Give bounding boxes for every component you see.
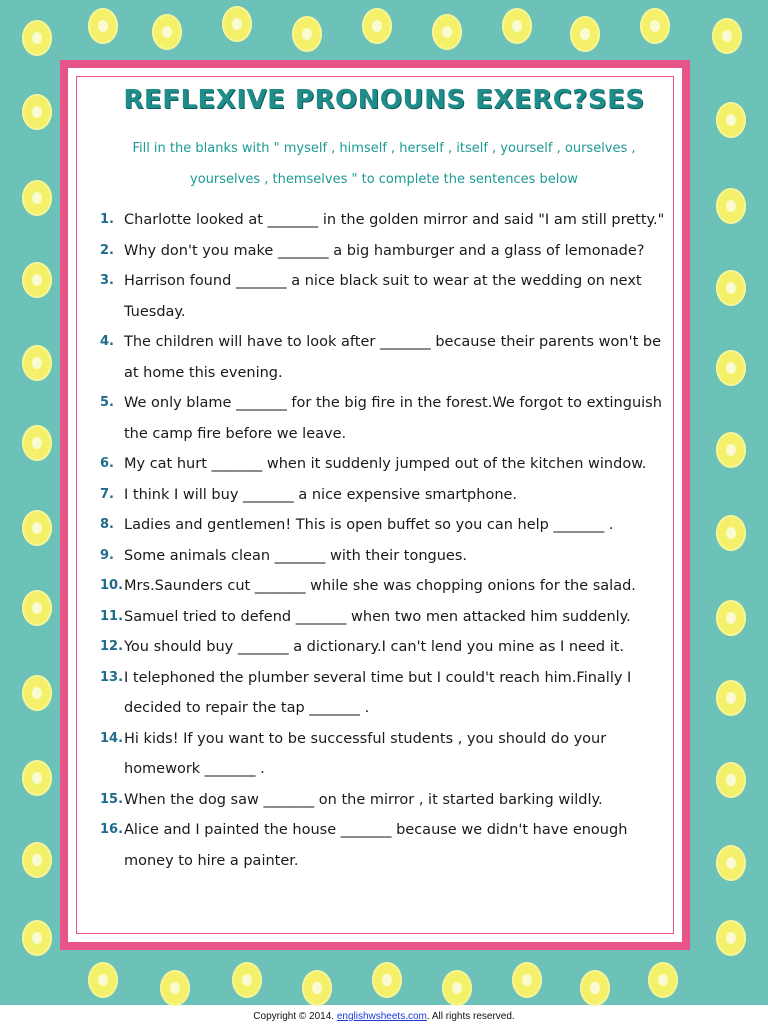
polka-dot xyxy=(88,962,118,998)
exercise-item xyxy=(100,724,670,785)
exercise-text: Harrison found _______ a nice black suit to wear at the wedding on next Tuesday. xyxy=(124,273,642,320)
polka-dot xyxy=(570,16,600,52)
polka-dot xyxy=(502,8,532,44)
exercise-number: 5. xyxy=(100,395,114,410)
polka-dot xyxy=(716,350,746,386)
polka-dot xyxy=(22,262,52,298)
exercise-number: 14. xyxy=(100,730,124,746)
exercise-item xyxy=(100,388,670,449)
polka-dot xyxy=(22,675,52,711)
exercise-text: My cat hurt _______ when it suddenly jumped out of the kitchen window. xyxy=(124,456,647,472)
exercise-text: We only blame _______ for the big fire in the forest.We forgot to extinguish the camp fire before we leave. xyxy=(124,395,662,442)
exercise-item xyxy=(100,449,670,480)
exercise-item xyxy=(100,205,670,236)
exercise-number: 6. xyxy=(100,456,114,471)
exercise-number: 12. xyxy=(100,639,124,654)
polka-dot xyxy=(648,962,678,998)
polka-dot xyxy=(372,962,402,998)
exercise-text: Some animals clean _______ with their tongues. xyxy=(124,547,467,564)
exercise-item xyxy=(100,480,670,511)
exercise-item xyxy=(100,571,670,602)
exercise-text: Mrs.Saunders cut _______ while she was chopping onions for the salad. xyxy=(124,578,636,594)
polka-dot xyxy=(22,760,52,796)
exercise-text: Hi kids! If you want to be successful students , you should do your homework _______ . xyxy=(124,730,607,777)
polka-dot xyxy=(716,600,746,636)
polka-dot xyxy=(512,962,542,998)
polka-dot xyxy=(716,920,746,956)
polka-dot xyxy=(222,6,252,42)
polka-dot xyxy=(716,270,746,306)
exercise-number: 3. xyxy=(100,273,114,288)
exercise-number: 13. xyxy=(100,669,124,685)
polka-dot xyxy=(716,432,746,468)
polka-dot xyxy=(22,842,52,878)
exercise-item xyxy=(100,663,670,724)
polka-dot xyxy=(292,16,322,52)
exercise-number: 4. xyxy=(100,334,114,349)
polka-dot xyxy=(88,8,118,44)
polka-dot xyxy=(716,845,746,881)
polka-dot xyxy=(580,970,610,1006)
polka-dot xyxy=(152,14,182,50)
exercise-number: 10. xyxy=(100,578,124,593)
exercise-item xyxy=(100,266,670,327)
exercise-text: Charlotte looked at _______ in the golden mirror and said "I am still pretty." xyxy=(124,212,665,228)
polka-dot xyxy=(432,14,462,50)
exercise-item xyxy=(100,815,670,876)
exercise-number: 9. xyxy=(100,547,114,563)
polka-dot xyxy=(22,425,52,461)
polka-dot xyxy=(640,8,670,44)
exercise-item xyxy=(100,510,670,541)
exercise-item xyxy=(100,602,670,633)
exercise-item xyxy=(100,632,670,663)
copyright-prefix: Copyright © 2014. xyxy=(253,1011,337,1022)
polka-dot xyxy=(716,680,746,716)
exercise-list xyxy=(100,205,670,876)
exercise-text: When the dog saw _______ on the mirror , it started barking wildly. xyxy=(124,791,603,808)
polka-dot xyxy=(302,970,332,1006)
polka-dot xyxy=(716,762,746,798)
polka-dot xyxy=(22,345,52,381)
instructions-line-2: yourselves , themselves " to complete the sentences below xyxy=(190,172,578,187)
page-title: REFLEXIVE PRONOUNS EXERC?SES xyxy=(123,85,645,115)
exercise-number: 1. xyxy=(100,212,114,227)
exercise-text: I think I will buy _______ a nice expensive smartphone. xyxy=(124,486,518,503)
copyright-link[interactable]: englishwsheets.com xyxy=(336,1011,427,1022)
exercise-item xyxy=(100,236,670,267)
exercise-number: 2. xyxy=(100,242,114,258)
exercise-text: Samuel tried to defend _______ when two men attacked him suddenly. xyxy=(124,608,631,625)
exercise-text: I telephoned the plumber several time but I could't reach him.Finally I decided to repair the tap _______ . xyxy=(124,669,632,716)
copyright-suffix: . All rights reserved. xyxy=(426,1011,515,1022)
exercise-text: You should buy _______ a dictionary.I can't lend you mine as I need it. xyxy=(124,639,625,655)
exercise-item xyxy=(100,785,670,816)
polka-dot xyxy=(712,18,742,54)
exercise-number: 16. xyxy=(100,822,124,837)
polka-dot xyxy=(716,515,746,551)
polka-dot xyxy=(442,970,472,1006)
polka-dot xyxy=(716,188,746,224)
polka-dot xyxy=(362,8,392,44)
exercise-number: 7. xyxy=(100,486,114,502)
exercise-text: Why don't you make _______ a big hamburger and a glass of lemonade? xyxy=(124,242,645,259)
exercise-item xyxy=(100,327,670,388)
exercise-item xyxy=(100,541,670,572)
exercise-number: 15. xyxy=(100,791,124,807)
exercise-text: The children will have to look after _______ because their parents won't be at home this evening. xyxy=(124,334,661,381)
polka-dot xyxy=(22,590,52,626)
instructions-line-1: Fill in the blanks with " myself , himself , herself , itself , yourself , ourselves , xyxy=(132,141,636,156)
polka-dot xyxy=(232,962,262,998)
polka-dot xyxy=(22,920,52,956)
polka-dot xyxy=(160,970,190,1006)
exercise-number: 8. xyxy=(100,517,114,532)
polka-dot xyxy=(22,20,52,56)
copyright-footer xyxy=(0,1011,768,1022)
exercise-text: Alice and I painted the house _______ because we didn't have enough money to hire a painter. xyxy=(124,822,628,869)
exercise-number: 11. xyxy=(100,608,124,624)
polka-dot xyxy=(22,510,52,546)
exercise-text: Ladies and gentlemen! This is open buffet so you can help _______ . xyxy=(124,517,614,533)
